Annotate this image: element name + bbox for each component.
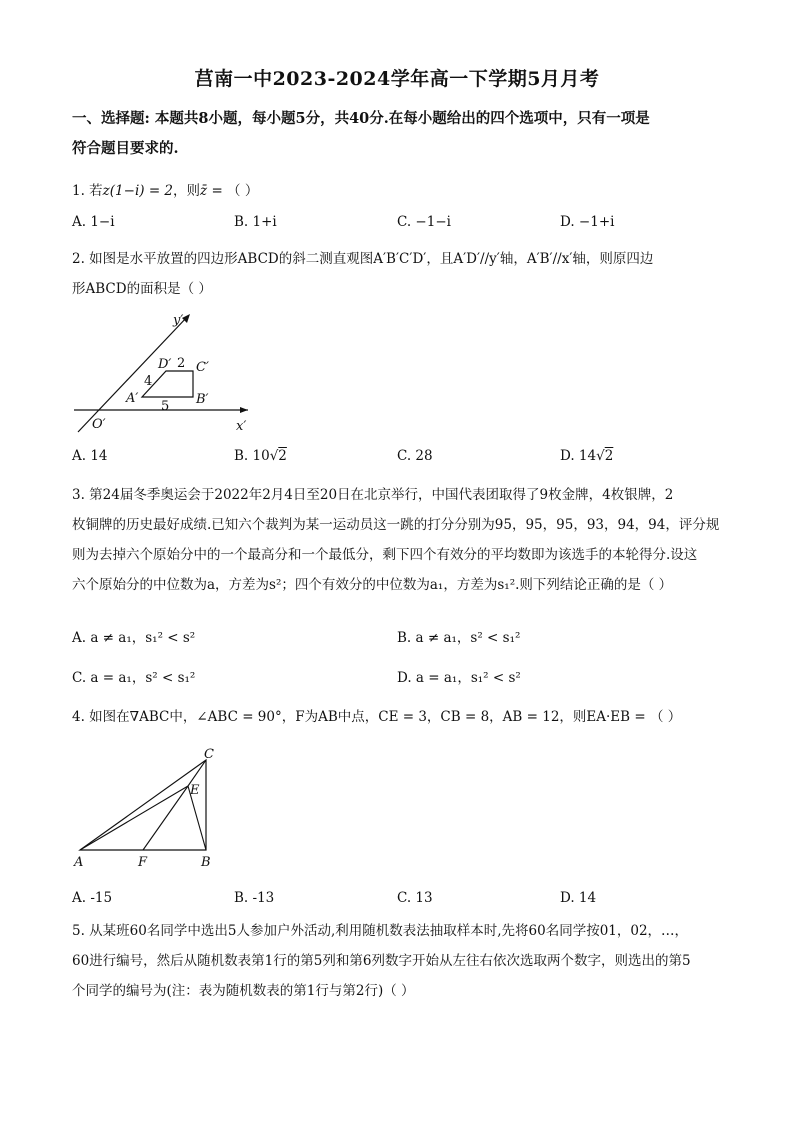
question-1: [72, 176, 724, 206]
section-heading-line2: 符合题目要求的.: [72, 140, 179, 157]
q2-option-b-prefix: B. 10: [234, 448, 270, 464]
q2-line2: 形ABCD的面积是（ ）: [72, 281, 212, 297]
q1-option-c[interactable]: C. −1−i: [397, 214, 451, 230]
q1-option-b[interactable]: B. 1+i: [234, 214, 277, 230]
q5-line1: 5. 从某班60名同学中选出5人参加户外活动,利用随机数表法抽取样本时,先将60名同学按01，02，…，: [72, 923, 689, 939]
q5-line3: 个同学的编号为(注：表为随机数表的第1行与第2行)（ ）: [72, 983, 415, 999]
length-ab: 5: [161, 399, 170, 414]
q1-option-a[interactable]: A. 1−i: [72, 214, 115, 230]
label-c: C′: [196, 360, 209, 375]
q2-option-d-radicand: 2: [604, 448, 614, 464]
q3-options-row2: [72, 666, 724, 690]
q3-option-a[interactable]: A. a ≠ a₁，s₁² < s²: [72, 630, 196, 646]
segment-ae: [80, 786, 188, 850]
q2-option-b[interactable]: [234, 448, 287, 464]
question-2: [72, 244, 724, 304]
q2-option-d-prefix: D. 14: [560, 448, 597, 464]
q3-option-b[interactable]: B. a ≠ a₁，s² < s₁²: [397, 630, 521, 646]
label-e: E: [190, 783, 200, 798]
q1-zbar: z̄: [200, 183, 208, 199]
q3-option-d[interactable]: D. a = a₁，s₁² < s²: [397, 670, 521, 686]
q4-option-a[interactable]: A. -15: [72, 890, 113, 906]
length-ad: 4: [144, 374, 153, 389]
segment-fe: [143, 786, 188, 850]
q2-option-c[interactable]: C. 28: [397, 448, 433, 464]
page-title: 莒南一中2023-2024学年高一下学期5月月考: [194, 68, 600, 90]
section-heading: [72, 104, 732, 164]
y-axis: [78, 316, 188, 432]
label-f: F: [138, 855, 148, 870]
q3-option-c[interactable]: C. a = a₁，s² < s₁²: [72, 670, 196, 686]
q2-option-a[interactable]: A. 14: [72, 448, 108, 464]
q4-line1: 4. 如图在∇ABC中，∠ABC = 90°，F为AB中点，CE = 3，CB = 8，AB = 12，则EA·EB = （ ）: [72, 709, 682, 725]
q2-line1: 2. 如图是水平放置的四边形ABCD的斜二测直观图A′B′C′D′，且A′D′//y′轴，A′B′//x′轴，则原四边: [72, 251, 654, 267]
q5-line2: 60进行编号，然后从随机数表第1行的第5列和第6列数字开始从左往右依次选取两个数字，则选出的第5: [72, 953, 691, 969]
q1-suffix: = （ ）: [207, 183, 259, 199]
q4-option-c[interactable]: C. 13: [397, 890, 433, 906]
q2-figure: [70, 310, 260, 438]
q3-line4: 六个原始分的中位数为a，方差为s²；四个有效分的中位数为a₁，方差为s₁².则下列结论正确的是（ ）: [72, 577, 673, 593]
label-b: B: [201, 855, 211, 870]
q4-figure: [70, 744, 220, 874]
q3-line2: 枚铜牌的历史最好成绩.已知六个裁判为某一运动员这一跳的打分分别为95，95，95，93，94，94，评分规: [72, 517, 720, 533]
q4-option-d[interactable]: D. 14: [560, 890, 597, 906]
label-d: D′: [158, 357, 172, 372]
sqrt-icon: √: [596, 448, 605, 464]
question-4: [72, 702, 724, 732]
q3-options-row1: [72, 626, 724, 650]
q3-line1: 3. 第24届冬季奥运会于2022年2月4日至20日在北京举行，中国代表团取得了9枚金牌，4枚银牌，2: [72, 487, 674, 503]
label-c: C: [204, 747, 214, 762]
triangle-abc: [80, 760, 206, 850]
label-a: A′: [126, 391, 139, 406]
label-x: x′: [236, 419, 247, 434]
q4-options: [72, 890, 724, 914]
q1-options: [72, 214, 724, 238]
label-y: y′: [173, 313, 184, 328]
q1-expression: z(1−i) = 2: [102, 183, 174, 199]
sqrt-icon: √: [269, 448, 279, 464]
q1-mid: ，则: [173, 183, 201, 199]
label-b: B′: [196, 392, 209, 407]
q3-line3: 则为去掉六个原始分中的一个最高分和一个最低分，剩下四个有效分的平均数即为该选手的本轮得分.设这: [72, 547, 698, 563]
x-axis-arrow-icon: [240, 407, 248, 413]
q1-prefix: 1. 若: [72, 183, 103, 199]
label-o: O′: [92, 417, 106, 432]
question-3: [72, 480, 724, 600]
q2-options: [72, 448, 724, 472]
section-heading-line1: 一、选择题: 本题共8小题，每小题5分，共40分.在每小题给出的四个选项中，只有一项是: [72, 110, 650, 127]
length-dc: 2: [177, 356, 186, 371]
q2-option-b-radicand: 2: [278, 448, 287, 464]
q1-option-d[interactable]: D. −1+i: [560, 214, 615, 230]
q2-option-d[interactable]: [560, 448, 613, 464]
q4-option-b[interactable]: B. -13: [234, 890, 275, 906]
label-a: A: [74, 855, 84, 870]
question-5: [72, 916, 724, 1006]
